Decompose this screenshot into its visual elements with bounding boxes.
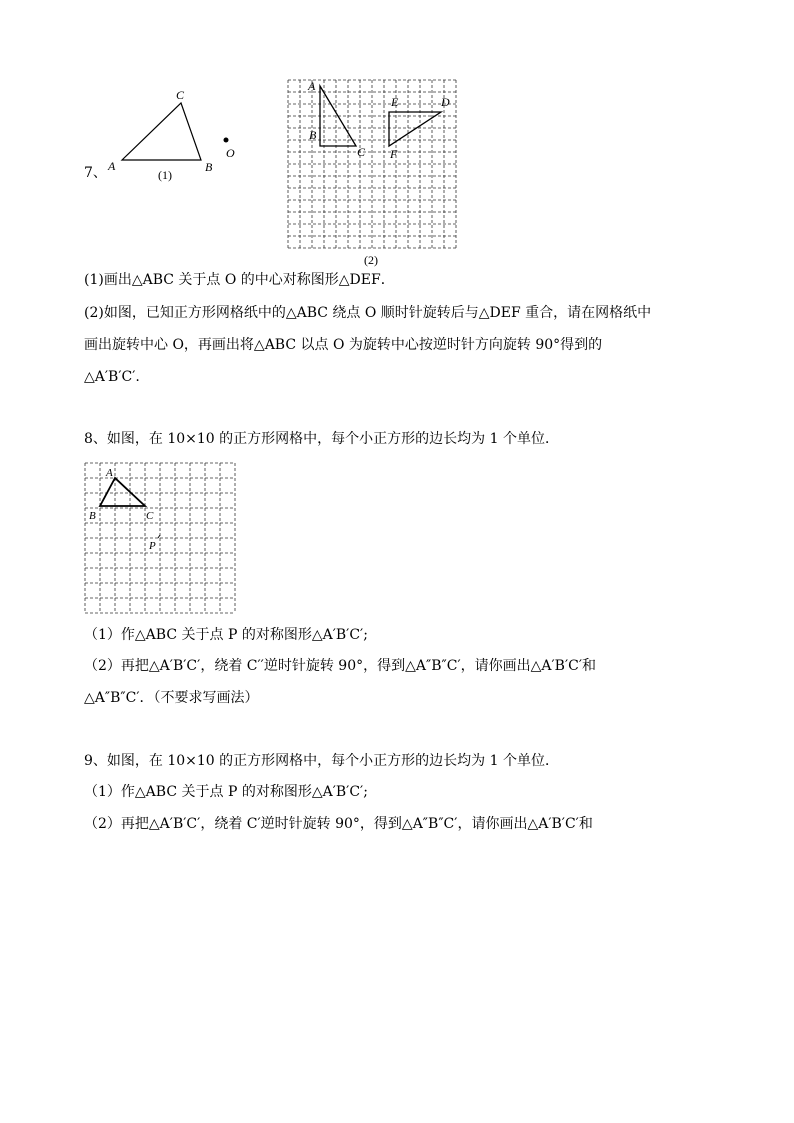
point-o [224, 138, 229, 143]
q8-part-2a: （2）再把△A′B′C′，绕着 C′′逆时针旋转 90°，得到△A″B″C′，请你画出△A′B′C′和 [84, 658, 597, 674]
q7-line-4: △A′B′C′. [84, 369, 140, 385]
q7-line-3: 画出旋转中心 O，再画出将△ABC 以点 O 为旋转中心按逆时针方向旋转 90°得到的 [84, 337, 603, 353]
grid-label-d: D [441, 95, 450, 109]
figure-caption: (2) [364, 253, 378, 267]
q8-part-1: （1）作△ABC 关于点 P 的对称图形△A′B′C′; [84, 627, 368, 643]
q8-part-2b: △A″B″C′．（不要求写画法） [84, 690, 259, 706]
point-p-tick [158, 535, 160, 538]
label-c: C [176, 88, 185, 102]
figure-8 [80, 458, 242, 616]
q8-label-b: B [89, 510, 96, 522]
label-b: B [205, 160, 213, 174]
q9-part-1: （1）作△ABC 关于点 P 的对称图形△A′B′C′; [84, 784, 368, 800]
figure-7-1 [100, 80, 270, 190]
grid-label-e: E [391, 95, 399, 109]
triangle-abc-8 [100, 478, 145, 506]
q8-line-1: 8、如图，在 10×10 的正方形网格中，每个小正方形的边长均为 1 个单位． [84, 431, 559, 447]
grid-label-b: B [309, 128, 317, 142]
label-a: A [108, 159, 116, 173]
figure-caption: (1) [158, 168, 172, 182]
q8-label-c: C [146, 510, 154, 522]
grid-label-c: C [357, 145, 366, 159]
label-o: O [226, 146, 235, 160]
grid-7-2 [288, 80, 456, 248]
q7-line-1: (1)画出△ABC 关于点 O 的中心对称图形△DEF． [84, 272, 395, 288]
q9-line-1: 9、如图，在 10×10 的正方形网格中，每个小正方形的边长均为 1 个单位． [84, 753, 559, 769]
q8-label-a: A [106, 467, 113, 479]
question-7-number: 7、 [84, 165, 107, 181]
q7-line-2: (2)如图，已知正方形网格纸中的△ABC 绕点 O 顺时针旋转后与△DEF 重合，请在网格纸中 [84, 305, 652, 321]
triangle-abc [122, 103, 201, 160]
grid-label-f: F [390, 147, 398, 161]
grid-label-a: A [308, 79, 316, 93]
q8-label-p: P [149, 540, 156, 552]
grid-8 [85, 463, 235, 613]
figure-7-2 [280, 74, 470, 270]
q9-part-2: （2）再把△A′B′C′，绕着 C′逆时针旋转 90°，得到△A″B″C′，请你画出△A′B′C′和 [84, 816, 593, 832]
triangle-def-grid [389, 112, 441, 146]
